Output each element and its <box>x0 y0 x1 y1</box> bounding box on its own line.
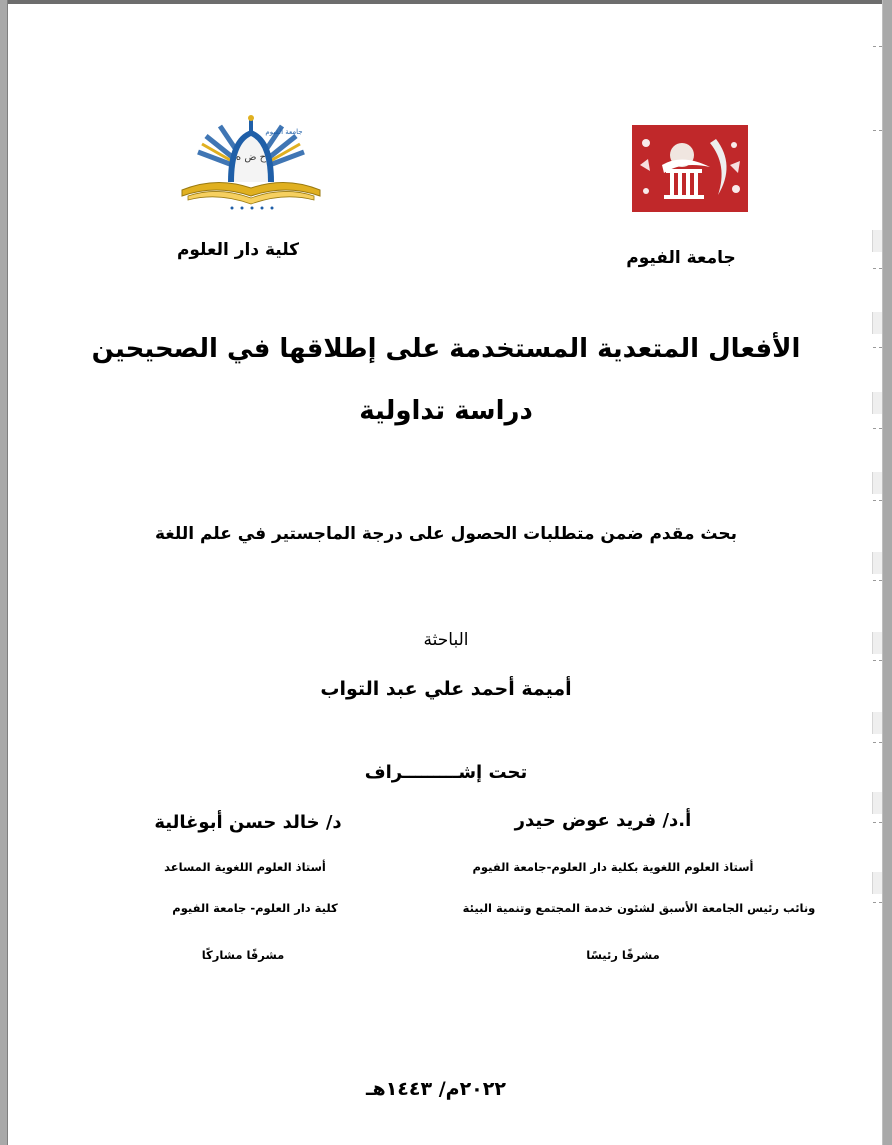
logo-university-text: جامعة الفيوم <box>265 128 303 136</box>
college-logo <box>176 112 326 212</box>
supervisor-main-title: أستاذ العلوم اللغوية بكلية دار العلوم-جامعة الفيوم <box>472 860 754 874</box>
supervisor-main-role: مشرفًا رئيسًا <box>586 948 660 962</box>
margin-block <box>872 392 882 414</box>
margin-tick <box>873 347 882 349</box>
margin-tick <box>873 902 882 904</box>
thesis-subtitle: دراسة تداولية <box>359 396 533 426</box>
supervisor-co-role: مشرفًا مشاركًا <box>201 948 285 962</box>
margin-tick <box>873 46 882 48</box>
document-page <box>7 0 883 1145</box>
supervisor-co-title: أستاذ العلوم اللغوية المساعد <box>164 860 326 874</box>
margin-tick <box>873 580 882 582</box>
margin-block <box>872 552 882 574</box>
margin-tick <box>873 660 882 662</box>
margin-block <box>872 230 882 252</box>
margin-block <box>872 312 882 334</box>
supervisor-co-affiliation: كلية دار العلوم- جامعة الفيوم <box>172 901 338 915</box>
margin-tick <box>873 822 882 824</box>
researcher-label: الباحثة <box>423 630 469 650</box>
margin-tick <box>873 130 882 132</box>
thesis-title: الأفعال المتعدية المستخدمة على إطلاقها في الصحيحين <box>91 334 801 364</box>
margin-tick <box>873 428 882 430</box>
margin-block <box>872 632 882 654</box>
university-name: جامعة الفيوم <box>626 248 736 268</box>
logo-letters: ح ض ه <box>235 152 267 163</box>
supervision-heading: تحت إشـــــــــراف <box>364 762 528 783</box>
margin-tick <box>873 500 882 502</box>
supervisor-co-name: د/ خالد حسن أبوغالية <box>154 812 342 833</box>
supervisor-main-affiliation: ونائب رئيس الجامعة الأسبق لشئون خدمة المجتمع وتنمية البيئة <box>462 901 816 915</box>
margin-block <box>872 792 882 814</box>
margin-block <box>872 472 882 494</box>
margin-tick <box>873 268 882 270</box>
researcher-name: أميمة أحمد علي عبد التواب <box>320 678 572 700</box>
margin-tick <box>873 742 882 744</box>
margin-block <box>872 872 882 894</box>
margin-block <box>872 712 882 734</box>
university-logo <box>632 125 748 212</box>
college-name: كلية دار العلوم <box>176 240 300 260</box>
college-logo-graphic <box>176 112 326 212</box>
right-margin-strip <box>873 0 882 1145</box>
thesis-date: ٢٠٢٢م/ ١٤٤٣هـ <box>366 1078 506 1100</box>
supervisor-main-name: أ.د/ فريد عوض حيدر <box>514 810 692 831</box>
university-logo-graphic <box>632 125 748 212</box>
page-top-border <box>8 0 882 4</box>
thesis-purpose: بحث مقدم ضمن متطلبات الحصول على درجة الماجستير في علم اللغة <box>154 524 738 544</box>
